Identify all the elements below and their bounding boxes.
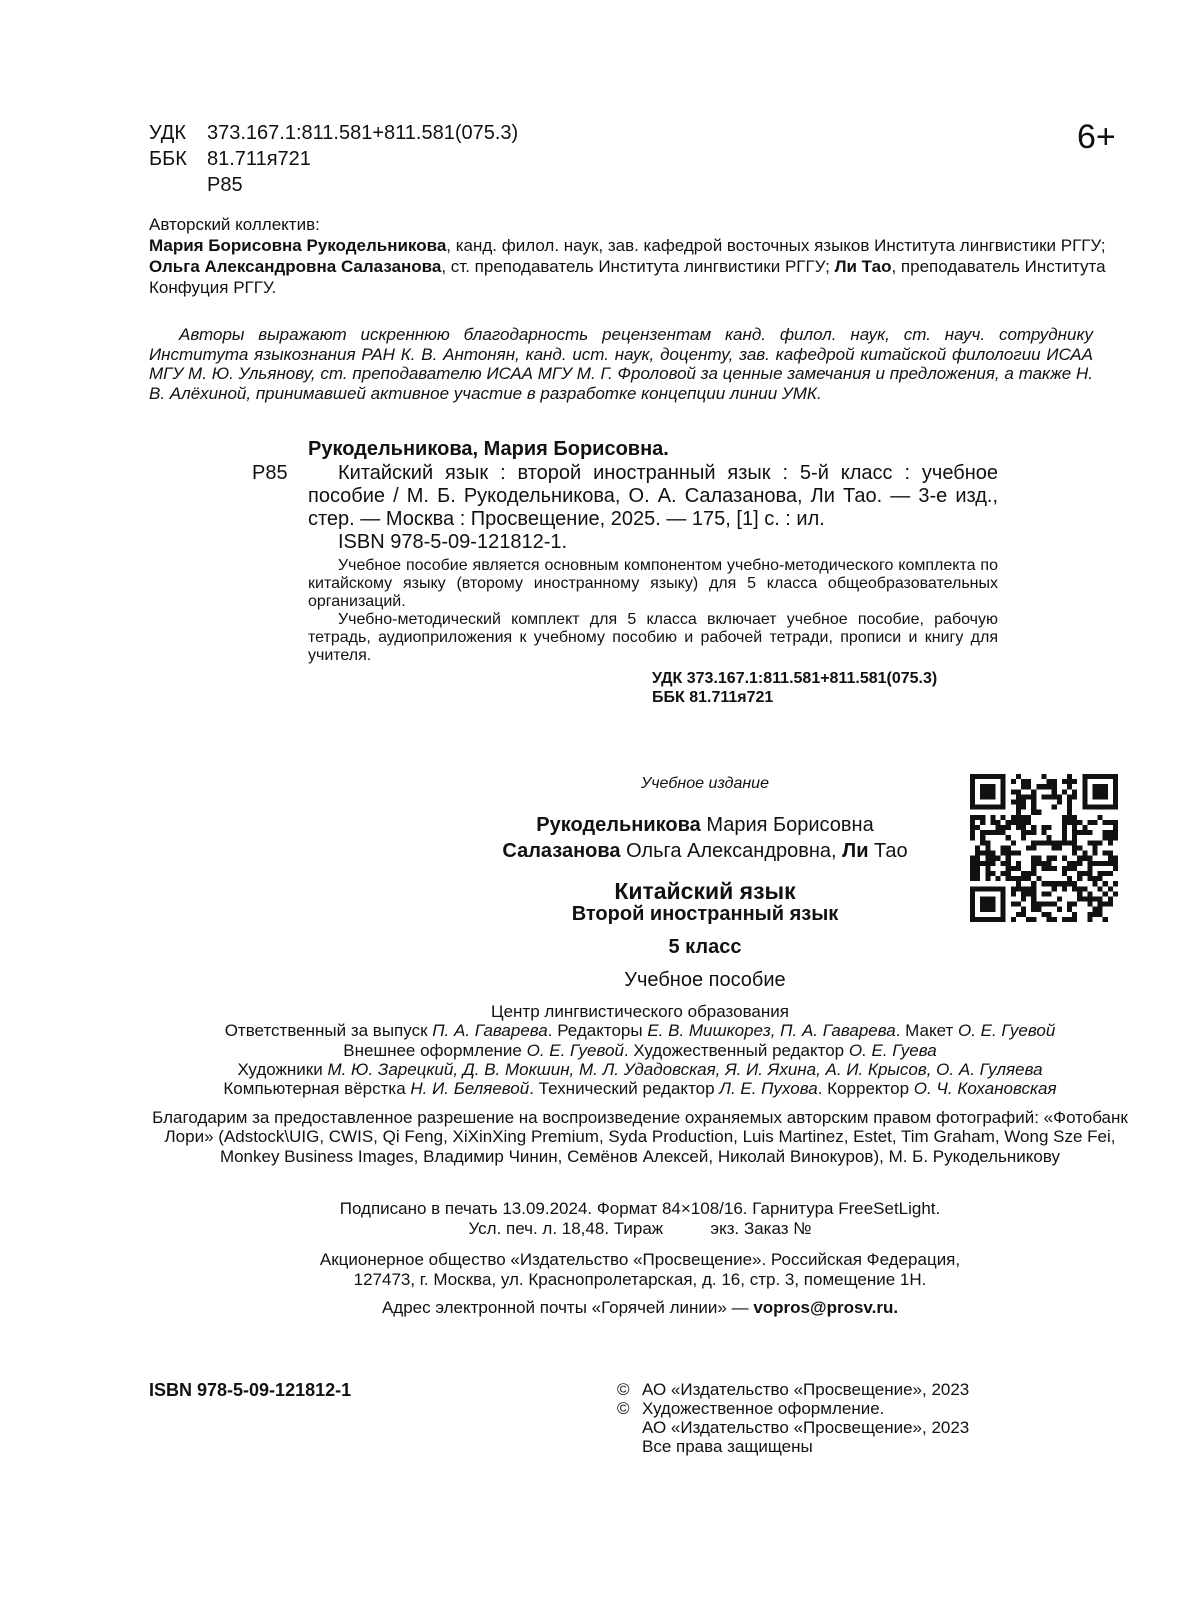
edition-type: Учебное издание bbox=[641, 775, 769, 792]
card-code: Р85 bbox=[252, 462, 288, 484]
authors-block bbox=[149, 214, 1109, 298]
publisher-address: Акционерное общество «Издательство «Просвещение». Российская Федерация, 127473, г. Москва, ул. Краснопролетарская, д. 16, стр. 3, помещение 1Н. bbox=[319, 1250, 961, 1289]
classification-block bbox=[149, 120, 518, 198]
print-info: Подписано в печать 13.09.2024. Формат 84×108/16. Гарнитура FreeSetLight. Усл. печ. л. 18,48. Тираж экз. Заказ № bbox=[339, 1199, 941, 1238]
book-subtitle: Второй иностранный язык bbox=[571, 903, 839, 925]
card-udk: УДК 373.167.1:811.581+811.581(075.3) bbox=[652, 670, 938, 687]
card-bbk: ББК 81.711я721 bbox=[652, 689, 774, 706]
acknowledgement: Авторы выражают искреннюю благодарность рецензентам канд. филол. наук, ст. науч. сотруднику Института языкознания РАН К. В. Антонян, канд. ист. наук, доценту, зав. кафедрой китайской филологии ИСАА МГУ М. Ю. Ульянову, ст. преподавателю ИСАА МГУ М. Г. Фроловой за ценные замечания и предложения, а также Н. В. Алёхиной, принимавшей активное участие в разработке концепции линии УМК. bbox=[149, 325, 1093, 403]
author3-name: Ли Тао bbox=[834, 257, 892, 276]
annotation-paragraph: Учебно-методический комплект для 5 класса включает учебное пособие, рабочую тетрадь, аудиоприложения к учебному пособию и рабочей тетради, прописи и книгу для учителя. bbox=[308, 611, 998, 664]
book-kind: Учебное пособие bbox=[624, 969, 786, 991]
qr-code[interactable] bbox=[970, 774, 1118, 922]
copyright-icon: © bbox=[617, 1380, 630, 1399]
authors-list: Мария Борисовна Рукодельникова, канд. филол. наук, зав. кафедрой восточных языков Института лингвистики РГГУ; Ольга Александровна Салазанова, ст. преподаватель Института лингвистики РГГУ; Ли Тао, преподаватель Института Конфуция РГГУ. bbox=[149, 236, 1106, 297]
bbk-value: 81.711я721 bbox=[207, 148, 311, 170]
card-annotation bbox=[308, 557, 998, 665]
card-isbn: ISBN 978-5-09-121812-1. bbox=[338, 531, 568, 553]
hotline-email[interactable]: vopros@prosv.ru. bbox=[753, 1298, 899, 1317]
author1-name: Мария Борисовна Рукодельникова bbox=[149, 236, 447, 255]
age-rating: 6+ bbox=[1077, 118, 1116, 156]
card-description: Китайский язык : второй иностранный язык : 5-й класс : учебное пособие / М. Б. Рукодельникова, О. А. Салазанова, Ли Тао. — 3-е изд., стер. — Москва : Просвещение, 2025. — 175, [1] с. : ил. bbox=[308, 462, 998, 530]
udk-label: УДК bbox=[149, 122, 187, 144]
book-title: Китайский язык bbox=[614, 878, 796, 904]
copyright-icon: © bbox=[617, 1399, 630, 1418]
copyright-block: © АО «Издательство «Просвещение», 2023 © Художественное оформление. АО «Издательство «Просвещение», 2023 Все права защищены bbox=[617, 1380, 970, 1456]
bbk-label: ББК bbox=[149, 148, 187, 170]
isbn-bottom: ISBN 978-5-09-121812-1 bbox=[149, 1380, 352, 1400]
center-name: Центр лингвистического образования bbox=[491, 1002, 789, 1021]
annotation-paragraph: Учебное пособие является основным компонентом учебно-методического комплекта по китайскому языку (второму иностранному языку) для 5 класса общеобразовательных организаций. bbox=[308, 557, 998, 610]
card-heading: Рукодельникова, Мария Борисовна. bbox=[308, 438, 669, 460]
hotline: Адрес электронной почты «Горячей линии» — vopros@prosv.ru. bbox=[381, 1298, 899, 1317]
udk-value: 373.167.1:811.581+811.581(075.3) bbox=[207, 122, 519, 144]
photo-thanks: Благодарим за предоставленное разрешение на воспроизведение охраняемых авторским правом фотографий: «Фотобанк Лори» (Adstock\UIG, CWIS, Qi Feng, XiXinXing Premium, Syda Production, Luis Martinez, Estet, Tim Graham, Wong Sze Fei, Monkey Business Images, Владимир Чинин, Семёнов Алексей, Николай Винокуров), М. Б. Рукодельникову bbox=[152, 1108, 1128, 1166]
credits-block: Центр лингвистического образования Ответственный за выпуск П. А. Гаварева. Редакторы Е. В. Мишкорез, П. А. Гаварева. Макет О. Е. Гуевой Внешнее оформление О. Е. Гуевой. Художественный редактор О. Е. Гуева Художники М. Ю. Зарецкий, Д. В. Мокшин, М. Л. Удадовская, Я. И. Яхина, А. И. Крысов, О. А. Гуляева Компьютерная вёрстка Н. И. Беляевой. Технический редактор Л. Е. Пухова. Корректор О. Ч. Кохановская bbox=[140, 1002, 1140, 1098]
book-grade: 5 класс bbox=[668, 936, 742, 958]
author2-name: Ольга Александровна Салазанова bbox=[149, 257, 442, 276]
author-names: Рукодельникова Мария Борисовна Салазанова Ольга Александровна, Ли Тао bbox=[502, 814, 908, 862]
author-code: Р85 bbox=[207, 174, 243, 196]
card-classification bbox=[652, 669, 937, 707]
authors-title: Авторский коллектив: bbox=[149, 215, 320, 234]
